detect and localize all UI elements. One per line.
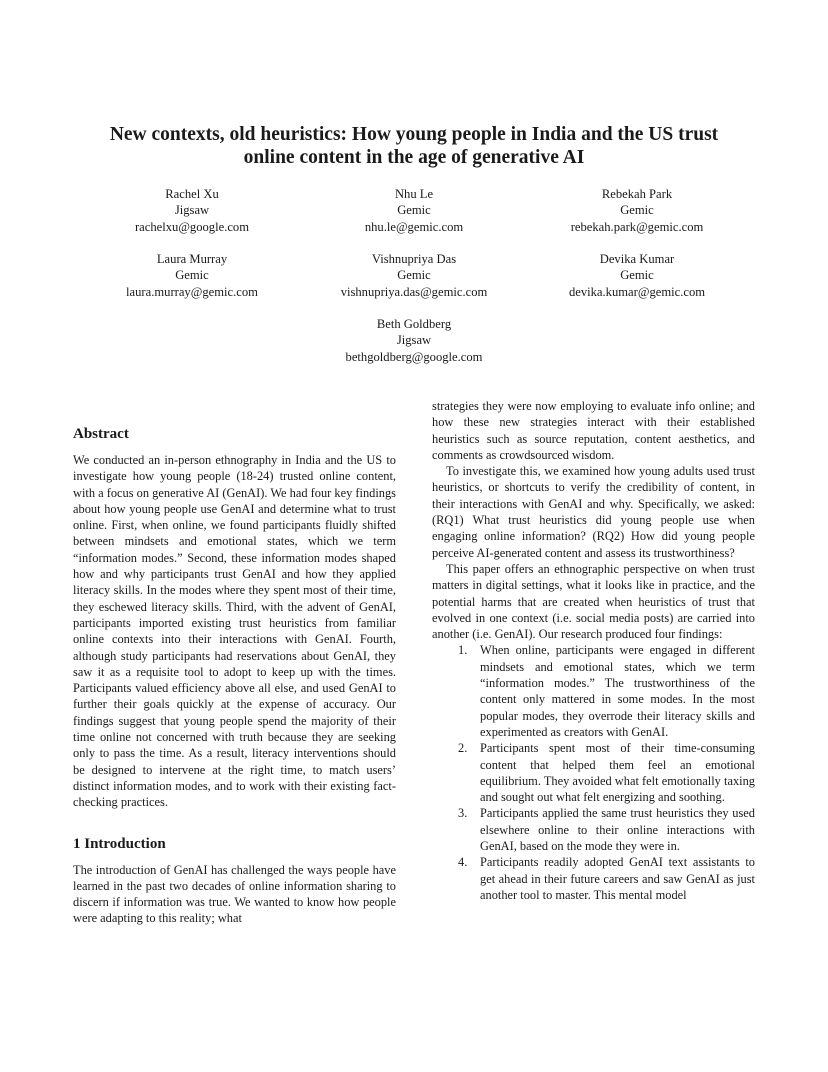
author-name: Vishnupriya Das [371, 252, 457, 266]
intro-paragraph-1-continued [432, 398, 755, 463]
author-block [294, 186, 534, 235]
findings-list [432, 642, 755, 903]
author-affiliation: Gemic [620, 203, 654, 218]
author-block [72, 251, 312, 300]
author-affiliation: Jigsaw [396, 333, 432, 348]
author-name: Rebekah Park [601, 187, 673, 201]
intro-paragraph-1-end: strategies they were now employing to evaluate info online; and how these new strategies interact with their established heuristics such as source reputation, content aesthetics, and comments as crowdsourced wisdom. [432, 399, 755, 462]
introduction-heading: 1 Introduction [73, 835, 166, 852]
author-email: laura.murray@gemic.com [126, 284, 258, 299]
author-email: bethgoldberg@google.com [345, 349, 483, 364]
abstract-heading: Abstract [73, 426, 129, 442]
finding-number: 3. [458, 806, 468, 821]
author-block [72, 186, 312, 235]
author-name: Laura Murray [156, 252, 228, 266]
finding-number: 2. [458, 741, 468, 756]
left-column [73, 425, 396, 927]
author-name: Rachel Xu [165, 187, 219, 201]
finding-item [432, 854, 755, 903]
abstract-text: We conducted an in-person ethnography in India and the US to investigate how young people (18-24) trusted online content, with a focus on generative AI (GenAI). We had four key findings about how young people use GenAI and determine what to trust online. First, when online, we found participants fluidly shifted between mindsets and emotional states, which we term “information modes.” Second, these information modes shaped how and why participants trust GenAI and how they applied literacy skills. In the modes where they spent most of their time, they eschewed literacy skills. Third, with the advent of GenAI, participants imported existing trust heuristics from familiar online contexts into their interactions with GenAI. Fourth, although study participants had reservations about GenAI, they saw it as a requisite tool to adopt to keep up with the times. Participants valued efficiency above all else, and used GenAI to further their goals quickly at the expense of accuracy. Our findings suggest that young people spend the majority of their time online not concerned with truth because they are seeking only to pass the time. As a result, literacy interventions should be designed to intervene at the right time, to match users’ distinct information modes, and to work with their existing fact-checking practices. [73, 453, 396, 810]
author-email: vishnupriya.das@gemic.com [340, 284, 488, 299]
finding-text: When online, participants were engaged in different mindsets and emotional states, which we term “information modes.” The trustworthiness of the content only mattered in some modes. In the most popular modes, they overrode their literacy skills and experimented as creators with GenAI. [480, 643, 755, 739]
author-email: rachelxu@google.com [134, 219, 250, 234]
finding-number: 4. [458, 855, 468, 870]
author-block [294, 316, 534, 365]
author-affiliation: Jigsaw [174, 203, 210, 218]
paper-title [60, 123, 768, 169]
intro-paragraph-3: This paper offers an ethnographic perspective on when trust matters in digital settings, what it looks like in practice, and the potential harms that are created when heuristics of trust that evolved in one context (i.e. social media posts) are carried into another (i.e. GenAI). Our research produced four findings: [432, 561, 755, 642]
author-email: nhu.le@gemic.com [364, 219, 464, 234]
author-block [517, 251, 757, 300]
finding-text: Participants spent most of their time-consuming content that helped them feel an emotional equilibrium. They avoided what felt emotionally taxing and sought out what felt energizing and soothing. [480, 741, 755, 805]
author-affiliation: Gemic [175, 268, 209, 283]
finding-number: 1. [458, 643, 468, 658]
right-column [432, 398, 755, 903]
intro-paragraph-1 [73, 862, 396, 927]
author-name: Beth Goldberg [376, 317, 452, 331]
finding-item [432, 642, 755, 740]
author-affiliation: Gemic [397, 268, 431, 283]
intro-paragraph-1-start: The introduction of GenAI has challenged the ways people have learned in the past two decades of online information sharing to discern if information was true. We wanted to know how people were adapting to this reality; what [73, 862, 396, 926]
finding-item [432, 740, 755, 805]
author-affiliation: Gemic [620, 268, 654, 283]
author-name: Nhu Le [394, 187, 434, 201]
author-email: rebekah.park@gemic.com [570, 219, 704, 234]
author-affiliation: Gemic [397, 203, 431, 218]
author-email: devika.kumar@gemic.com [568, 284, 706, 299]
author-block [517, 186, 757, 235]
author-name: Devika Kumar [599, 252, 675, 266]
finding-text: Participants readily adopted GenAI text assistants to get ahead in their future careers and saw GenAI as just another tool to master. This mental model [480, 855, 755, 902]
title-line-2: online content in the age of generative AI [243, 147, 585, 168]
finding-text: Participants applied the same trust heuristics they used elsewhere online to their online interactions with GenAI, based on the mode they were in. [480, 806, 755, 854]
finding-item [432, 805, 755, 854]
intro-paragraph-2: To investigate this, we examined how young adults used trust heuristics, or shortcuts to verify the credibility of content, in their interactions with GenAI and why. Specifically, we asked: (RQ1) What trust heuristics did young people use when engaging online information? (RQ2) How did young people perceive AI-generated content and assess its trustworthiness? [432, 464, 755, 560]
author-block [294, 251, 534, 300]
title-line-1: New contexts, old heuristics: How young people in India and the US trust [109, 124, 719, 145]
